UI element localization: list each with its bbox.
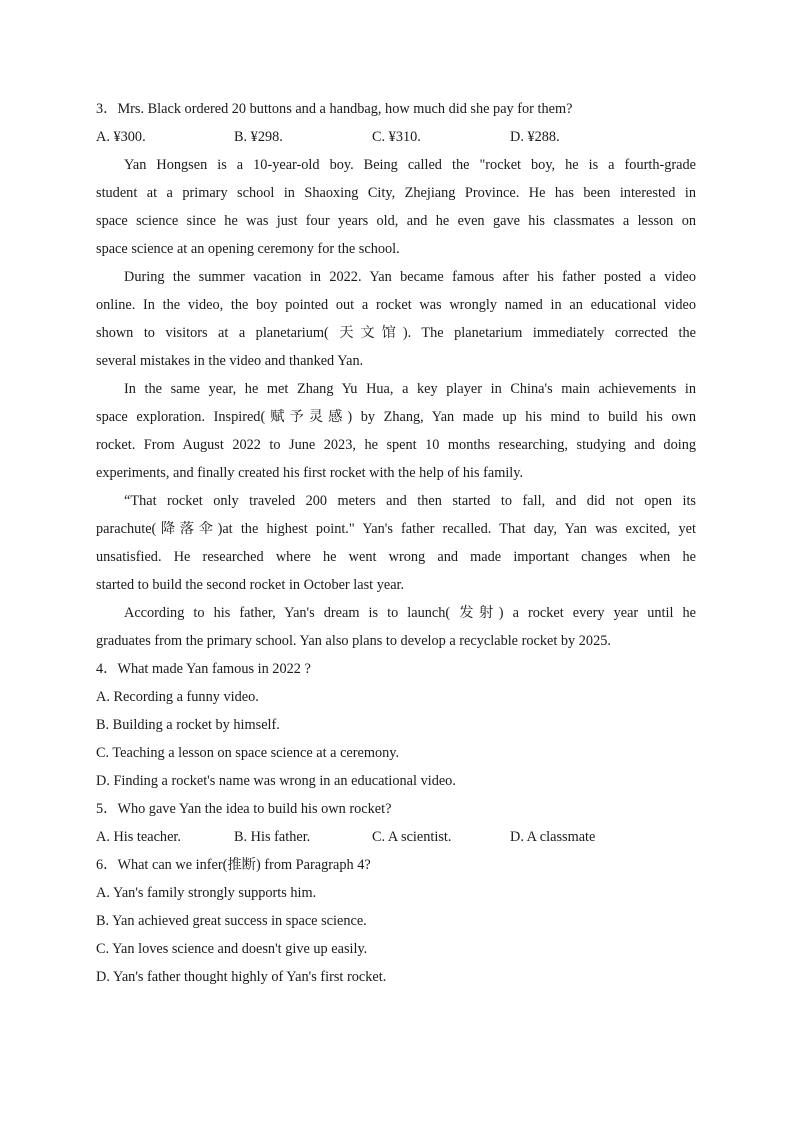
question-4-option-a: A. Recording a funny video.	[96, 689, 259, 705]
passage-line: graduates from the primary school. Yan also plans to develop a recyclable rocket by 2025.	[96, 633, 611, 649]
passage-line: space science at an opening ceremony for the school.	[96, 241, 400, 257]
passage-line: student at a primary school in Shaoxing City, Zhejiang Province. He has been interested in	[96, 185, 696, 201]
question-6-option-a: A. Yan's family strongly supports him.	[96, 885, 317, 901]
passage-line: parachute(降落伞)at the highest point." Yan's father recalled. That day, Yan was excited, yet	[96, 521, 696, 537]
question-5-option-b: B. His father.	[234, 829, 311, 845]
passage-line: According to his father, Yan's dream is to launch( 发射) a rocket every year until he	[124, 605, 696, 621]
passage-line: space exploration. Inspired(赋予灵感) by Zhang, Yan made up his mind to build his own	[96, 409, 696, 425]
question-4-option-c: C. Teaching a lesson on space science at a ceremony.	[96, 745, 400, 761]
question-4-stem: 4．What made Yan famous in 2022 ?	[96, 661, 311, 677]
passage-line: started to build the second rocket in October last year.	[96, 577, 405, 593]
question-5-option-a: A. His teacher.	[96, 829, 181, 845]
passage-line: space science since he was just four years old, and he even gave his classmates a lesson on	[96, 213, 696, 229]
document-content	[96, 95, 696, 991]
question-3-option-d: D. ¥288.	[510, 129, 560, 145]
question-3-option-c: C. ¥310.	[372, 129, 421, 145]
question-6-option-c: C. Yan loves science and doesn't give up easily.	[96, 941, 368, 957]
question-5-stem: 5．Who gave Yan the idea to build his own rocket?	[96, 801, 392, 817]
passage-line: “That rocket only traveled 200 meters and then started to fall, and did not open its	[124, 493, 696, 509]
question-6-option-b: B. Yan achieved great success in space science.	[96, 913, 367, 929]
question-6-stem: 6．What can we infer(推断) from Paragraph 4?	[96, 857, 371, 873]
question-6-option-d: D. Yan's father thought highly of Yan's first rocket.	[96, 969, 387, 985]
reading-passage	[96, 151, 696, 655]
passage-line: unsatisfied. He researched where he went wrong and made important changes when he	[96, 549, 696, 565]
passage-line: several mistakes in the video and thanked Yan.	[96, 353, 364, 369]
passage-line: During the summer vacation in 2022. Yan became famous after his father posted a video	[124, 269, 696, 285]
question-3-option-b: B. ¥298.	[234, 129, 283, 145]
question-3-options	[96, 123, 696, 151]
passage-line: rocket. From August 2022 to June 2023, he spent 10 months researching, studying and doing	[96, 437, 696, 453]
question-3-option-a: A. ¥300.	[96, 129, 146, 145]
passage-line: shown to visitors at a planetarium( 天文馆). The planetarium immediately corrected the	[96, 325, 696, 341]
question-4-option-b: B. Building a rocket by himself.	[96, 717, 280, 733]
passage-line: online. In the video, the boy pointed out a rocket was wrongly named in an educational video	[96, 297, 696, 313]
question-5-option-d: D. A classmate	[510, 829, 596, 845]
question-5-options	[96, 823, 696, 851]
passage-line: Yan Hongsen is a 10-year-old boy. Being called the "rocket boy, he is a fourth-grade	[124, 157, 696, 173]
question-5-option-c: C. A scientist.	[372, 829, 452, 845]
passage-line: In the same year, he met Zhang Yu Hua, a key player in China's main achievements in	[124, 381, 696, 397]
passage-line: experiments, and finally created his first rocket with the help of his family.	[96, 465, 524, 481]
question-4-option-d: D. Finding a rocket's name was wrong in an educational video.	[96, 773, 456, 789]
question-3-stem: 3．Mrs. Black ordered 20 buttons and a handbag, how much did she pay for them?	[96, 101, 573, 117]
